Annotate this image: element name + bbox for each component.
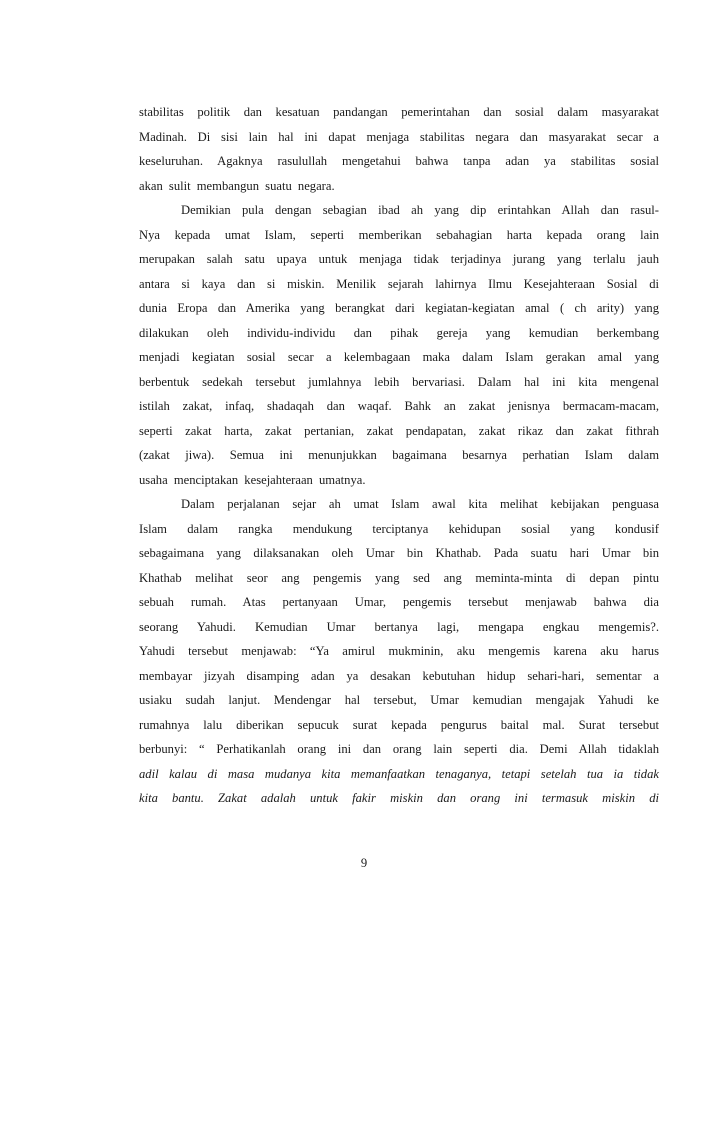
text-line: adil kalau di masa mudanya kita memanfaatkan tenaganya, tetapi setelah tua ia tidak — [139, 766, 659, 781]
text-line: seperti zakat harta, zakat pertanian, zakat pendapatan, zakat rikaz dan zakat fithrah — [139, 423, 659, 438]
text-line: berbunyi: “ Perhatikanlah orang ini dan orang lain seperti dia. Demi Allah tidaklah — [139, 742, 659, 756]
text-line: akan sulit membangun suatu negara. — [139, 178, 335, 193]
text-line: (zakat jiwa). Semua ini menunjukkan bagaimana besarnya perhatian Islam dalam — [139, 448, 659, 462]
page-number: 9 — [360, 856, 368, 870]
text-line: Islam dalam rangka mendukung terciptanya kehidupan sosial yang kondusif — [139, 521, 659, 536]
text-line: stabilitas politik dan kesatuan pandangan pemerintahan dan sosial dalam masyarakat — [139, 105, 659, 119]
text-line: merupakan salah satu upaya untuk menjaga tidak terjadinya jurang yang terlalu jauh — [139, 252, 659, 266]
text-line: sebagaimana yang dilaksanakan oleh Umar bin Khathab. Pada suatu hari Umar bin — [139, 546, 659, 560]
text-line: Madinah. Di sisi lain hal ini dapat menjaga stabilitas negara dan masyarakat secar a — [139, 129, 659, 144]
text-line: berbentuk sedekah tersebut jumlahnya lebih bervariasi. Dalam hal ini kita mengenal — [139, 374, 659, 389]
text-line: Dalam perjalanan sejar ah umat Islam awal kita melihat kebijakan penguasa — [181, 497, 659, 511]
text-line: antara si kaya dan si miskin. Menilik sejarah lahirnya Ilmu Kesejahteraan Sosial di — [139, 276, 659, 291]
text-line: seorang Yahudi. Kemudian Umar bertanya lagi, mengapa engkau mengemis?. — [139, 619, 659, 634]
text-line: usiaku sudah lanjut. Mendengar hal tersebut, Umar kemudian mengajak Yahudi ke — [139, 693, 659, 707]
text-line: rumahnya lalu diberikan sepucuk surat kepada pengurus baital mal. Surat tersebut — [139, 717, 659, 732]
text-line: Khathab melihat seor ang pengemis yang sed ang meminta-minta di depan pintu — [139, 570, 659, 585]
text-line: dunia Eropa dan Amerika yang berangkat dari kegiatan-kegiatan amal ( ch arity) yang — [139, 301, 659, 315]
text-line: Nya kepada umat Islam, seperti memberikan sebahagian harta kepada orang lain — [139, 227, 659, 242]
text-line: istilah zakat, infaq, shadaqah dan waqaf. Bahk an zakat jenisnya bermacam-macam, — [139, 399, 659, 413]
text-line: kita bantu. Zakat adalah untuk fakir miskin dan orang ini termasuk miskin di — [139, 791, 659, 805]
text-line: menjadi kegiatan sosial secar a kelembagaan maka dalam Islam gerakan amal yang — [139, 350, 659, 364]
text-line: membayar jizyah disamping adan ya desakan kebutuhan hidup sehari-hari, sementar a — [139, 668, 659, 683]
text-line: keseluruhan. Agaknya rasulullah mengetahui bahwa tanpa adan ya stabilitas sosial — [139, 154, 659, 168]
text-line: Demikian pula dengan sebagian ibad ah yang dip erintahkan Allah dan rasul- — [181, 203, 659, 217]
text-line: Yahudi tersebut menjawab: “Ya amirul mukminin, aku mengemis karena aku harus — [139, 644, 659, 658]
text-line: usaha menciptakan kesejahteraan umatnya. — [139, 472, 366, 487]
body-text — [139, 100, 659, 811]
text-line: sebuah rumah. Atas pertanyaan Umar, pengemis tersebut menjawab bahwa dia — [139, 595, 659, 609]
text-line: dilakukan oleh individu-individu dan pihak gereja yang kemudian berkembang — [139, 325, 659, 340]
